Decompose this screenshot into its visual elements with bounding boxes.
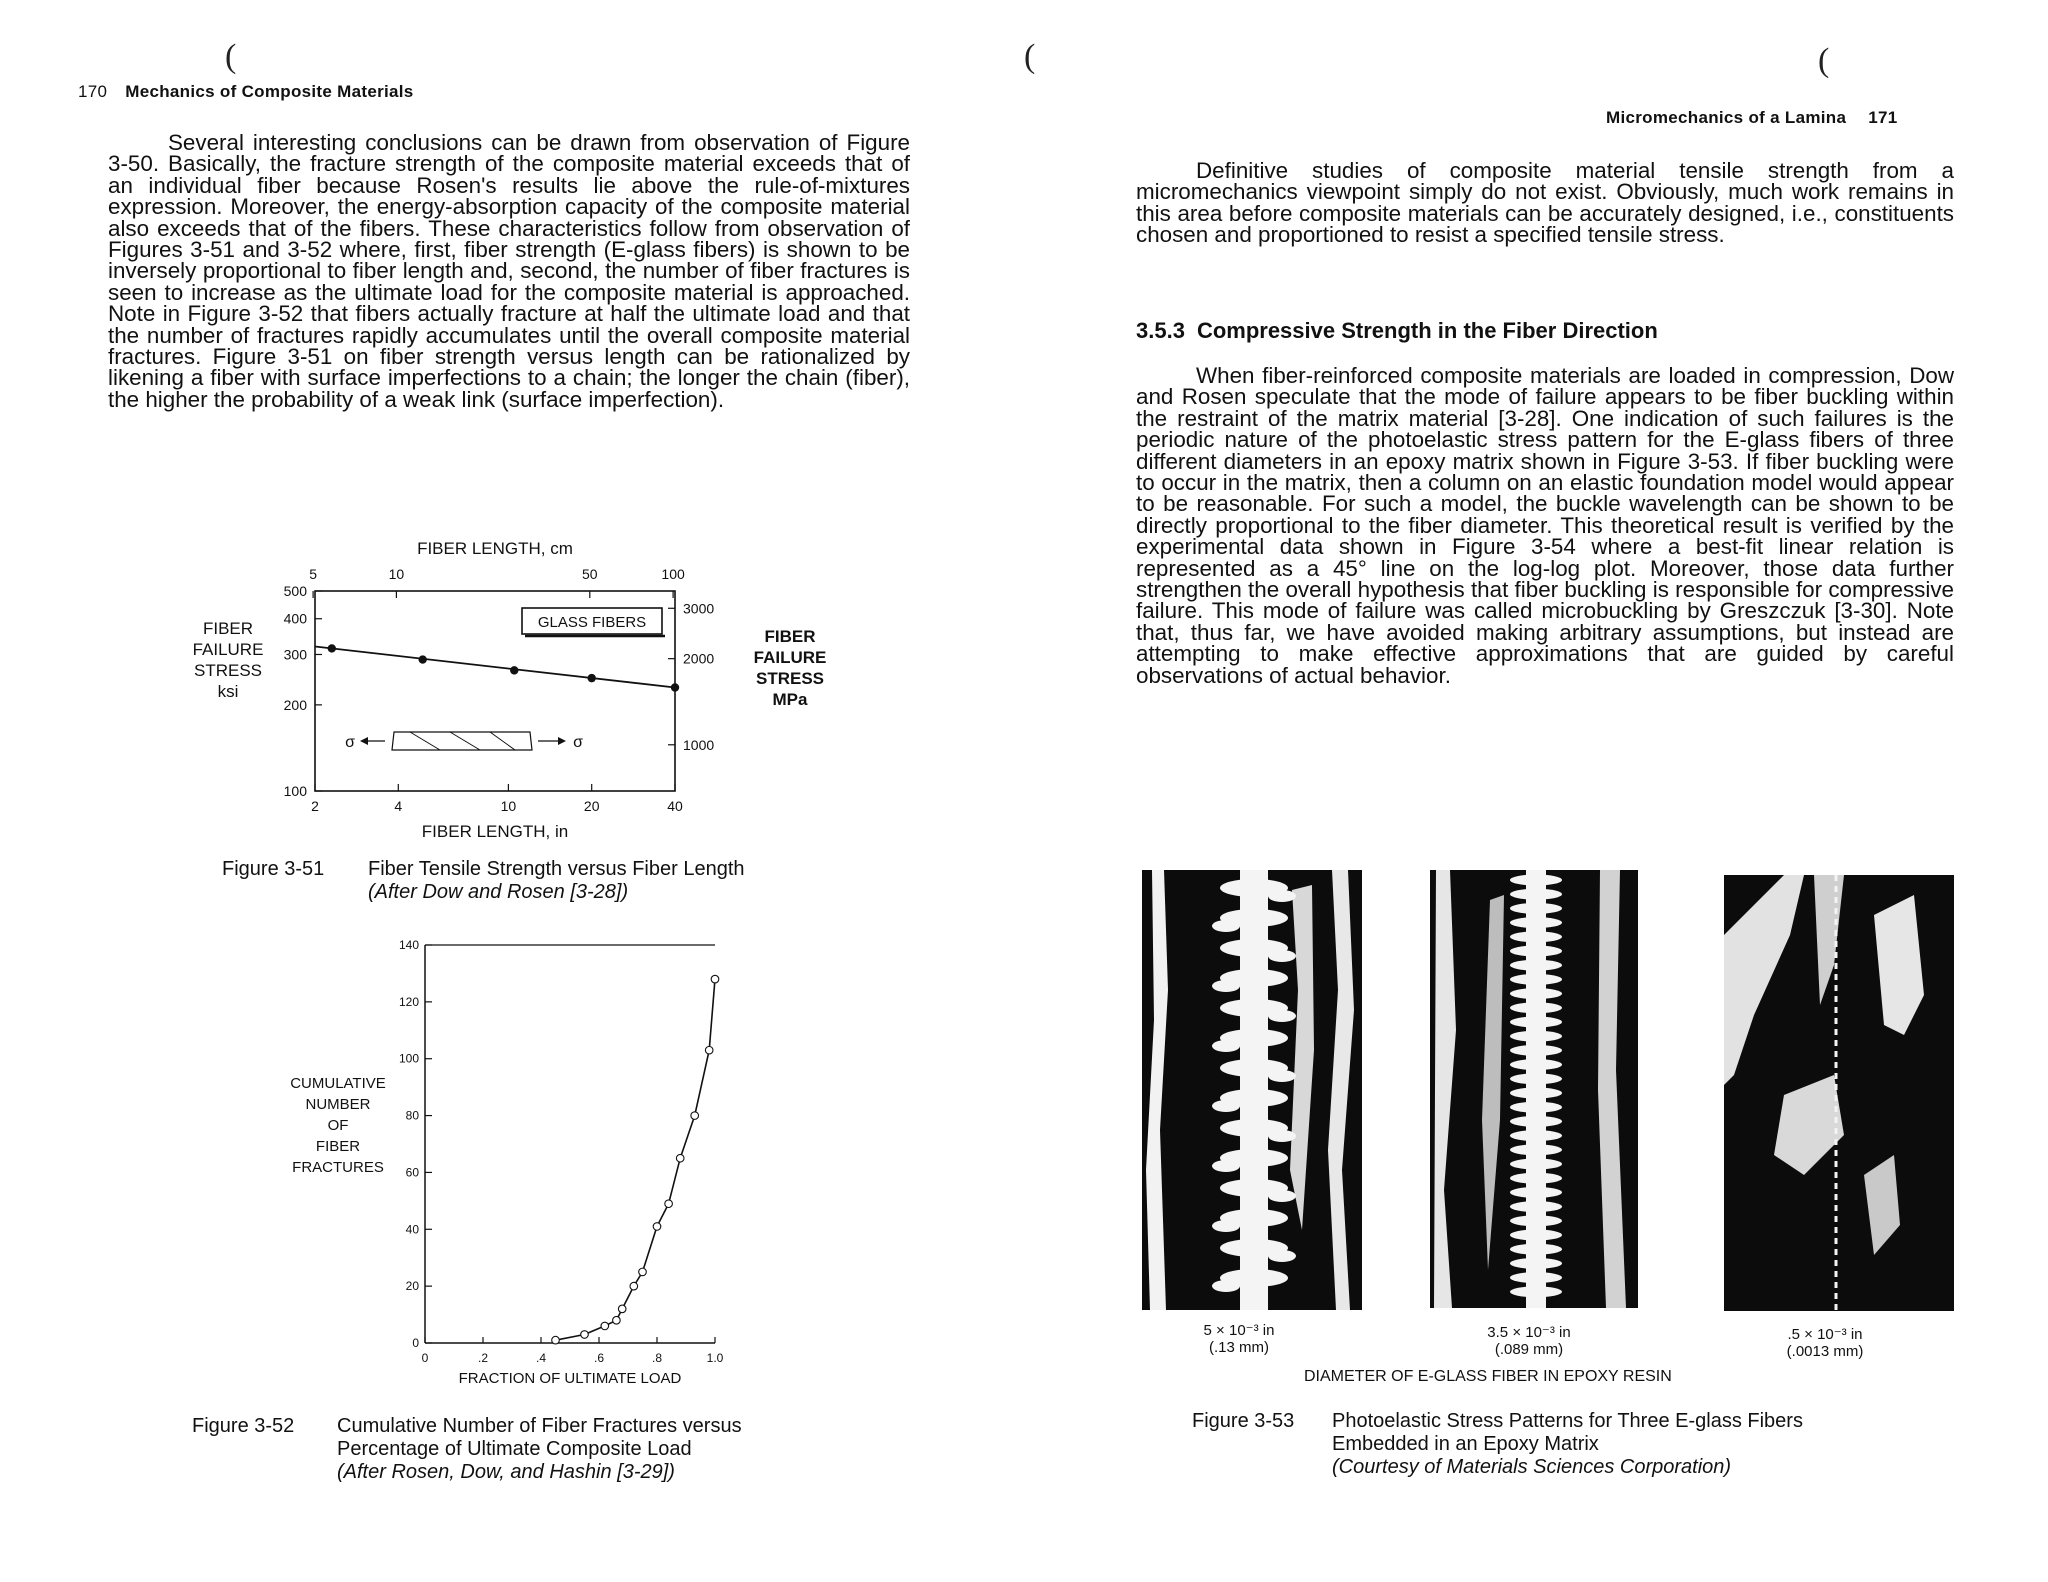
fig352-x-tick-label: .2: [477, 1351, 489, 1365]
right-running-head: [1606, 108, 1897, 128]
fringe-blob: [1268, 1130, 1296, 1142]
fringe-blob: [1510, 1272, 1562, 1283]
fig351-right-tick-label: 2000: [683, 650, 715, 667]
fig351-data-point: [588, 674, 596, 682]
fig352-data-point: [711, 975, 719, 983]
fringe-blob: [1510, 1258, 1562, 1269]
fig352-y-axis-label: NUMBER: [305, 1096, 371, 1113]
panel-1-caption: 5 × 10⁻³ in (.13 mm): [1203, 1322, 1275, 1356]
right-running-title: Micromechanics of a Lamina: [1606, 108, 1847, 127]
fringe-blob: [1510, 1130, 1562, 1141]
fringe-blob: [1268, 890, 1296, 902]
fringe-blob: [1510, 1286, 1562, 1297]
fig351-right-tick-label: 1000: [683, 736, 715, 753]
fringe-blob: [1510, 974, 1562, 985]
fringe-blob: [1268, 1010, 1296, 1022]
fringe-blob: [1510, 1002, 1562, 1013]
fig351-fiber-hatching: [410, 732, 515, 750]
fig352-data-point: [581, 1331, 589, 1339]
fig351-top-tick-label: 100: [661, 566, 685, 582]
fig351-sigma-right: σ: [573, 734, 583, 751]
figure-3-51-label: Figure 3-51: [222, 858, 325, 880]
fig351-arrowhead-left: [360, 737, 368, 745]
fig352-x-tick-label: 1.0: [706, 1351, 724, 1365]
figure-3-53-caption-text: Photoelastic Stress Patterns for Three E-glass Fibers Embedded in an Epoxy Matrix (Courtesy of Materials Sciences Corporation): [1332, 1410, 1803, 1478]
section-number: 3.5.3: [1136, 318, 1185, 343]
fig352-x-tick-label: 0: [421, 1351, 429, 1365]
fringe-blob: [1212, 1280, 1240, 1292]
right-paragraph-1: Definitive studies of composite material tensile strength from a micromechanics viewpoint simply do not exist. Obviously, much work remains in this area before composite materials can be accurately designed, i.e., constituents chosen and proportioned to resist a specified tensile stress.: [1136, 158, 1954, 248]
fig352-y-tick-label: 20: [405, 1279, 419, 1294]
figure-3-51-chart: [180, 536, 860, 848]
fringe-blob: [1268, 950, 1296, 962]
figure-3-52-caption: [192, 1415, 832, 1511]
fig352-y-axis-label: FRACTURES: [292, 1159, 384, 1176]
fringe-blob: [1212, 1100, 1240, 1112]
fig351-left-axis-label: FAILURE: [192, 640, 264, 659]
fringe-blob: [1510, 1173, 1562, 1184]
fig352-y-tick-label: 80: [405, 1108, 419, 1123]
fringe-blob: [1510, 931, 1562, 942]
fig351-left-tick-label: 300: [283, 646, 307, 663]
fig351-legend-label: GLASS FIBERS: [537, 614, 647, 631]
fringe-blob: [1510, 889, 1562, 900]
fig352-x-tick-label: .6: [593, 1351, 605, 1365]
left-running-head: [78, 82, 414, 102]
fig352-y-axis-label: OF: [327, 1117, 349, 1134]
fig351-trend-line: [315, 647, 675, 688]
fringe-blob: [1510, 1144, 1562, 1155]
fig351-right-axis-label: FIBER: [764, 627, 816, 646]
fringe-blob: [1510, 917, 1562, 928]
fig352-data-point: [676, 1154, 684, 1162]
left-running-title: Mechanics of Composite Materials: [125, 82, 414, 101]
figure-3-53-axis-label: DIAMETER OF E-GLASS FIBER IN EPOXY RESIN: [1304, 1368, 1672, 1385]
fringe-blob: [1510, 1215, 1562, 1226]
figure-3-53-label: Figure 3-53: [1192, 1410, 1295, 1432]
section-heading: [1136, 318, 1658, 344]
fringe-blob: [1510, 1244, 1562, 1255]
photoelastic-pattern-medium: [1430, 870, 1638, 1308]
fringe-blob: [1212, 1220, 1240, 1232]
fig352-y-tick-label: 0: [412, 1336, 419, 1350]
right-page-number: 171: [1868, 108, 1898, 127]
fig352-y-tick-label: 140: [398, 938, 419, 952]
fig351-left-tick-label: 100: [283, 783, 307, 799]
fig351-left-axis-label: STRESS: [193, 661, 263, 680]
left-page-number: 170: [78, 82, 108, 101]
fig351-top-tick-label: 10: [388, 566, 405, 582]
fringe-blob: [1510, 960, 1562, 971]
fig351-right-axis-label: MPa: [772, 690, 808, 709]
fringe-blob: [1212, 980, 1240, 992]
fig352-x-tick-label: .4: [535, 1351, 547, 1365]
photo-panel-large-fiber: [1142, 870, 1362, 1310]
fig352-x-tick-label: .8: [651, 1351, 663, 1365]
fringe-blob: [1510, 1230, 1562, 1241]
fig351-left-axis-label: ksi: [217, 682, 239, 701]
fig351-top-axis-label: FIBER LENGTH, cm: [417, 539, 573, 558]
fringe-blob: [1510, 1017, 1562, 1028]
fringe-blob: [1212, 920, 1240, 932]
fig351-arrowhead-right: [558, 737, 566, 745]
fringe-blob: [1510, 1102, 1562, 1113]
photo-panel-medium-fiber: [1430, 870, 1638, 1308]
fig351-left-tick-label: 500: [283, 583, 307, 599]
fig352-data-point: [705, 1046, 713, 1054]
fringe-blob: [1510, 1031, 1562, 1042]
photo-panel-small-fiber: [1724, 875, 1954, 1311]
right-paragraph-2: When fiber-reinforced composite materials are loaded in compression, Dow and Rosen speculate that the mode of failure appears to be fiber buckling within the restraint of the matrix material [3-28]. One indication of such failures is the periodic nature of the photoelastic stress pattern for the E-glass fibers of three different diameters in an epoxy matrix shown in Figure 3-53. If fiber buckling were to occur in the matrix, then a column on an elastic foundation model would appear to be reasonable. For such a model, the buckle wavelength can be shown to be directly proportional to the fiber diameter. This theoretical result is verified by the experimental data shown in Figure 3-54 where a best-fit linear relation is represented as a 45° line on the log-log plot. Moreover, those data further strengthen the overall hypothesis that fiber buckling is responsible for compressive failure. This mode of failure was called microbuckling by Greszczuk [3-30]. Note that, thus far, we have avoided making arbitrary assumptions, but instead are attempting to make effective approximations that are guided by careful observations of actual behavior.: [1136, 363, 1954, 688]
fig351-bottom-tick-label: 20: [583, 798, 600, 814]
fig351-top-tick-label: 50: [582, 566, 598, 582]
figure-3-52-label: Figure 3-52: [192, 1415, 295, 1437]
fig351-data-point: [510, 666, 518, 674]
panel-2-caption: 3.5 × 10⁻³ in (.089 mm): [1487, 1324, 1571, 1358]
fringe-blob: [1510, 903, 1562, 914]
fig352-data-point: [630, 1282, 638, 1290]
fringe-blob: [1510, 1045, 1562, 1056]
fringe-blob: [1510, 1187, 1562, 1198]
fig352-y-tick-label: 120: [398, 994, 419, 1009]
fig352-y-tick-label: 40: [405, 1222, 419, 1237]
fringe-blob: [1510, 1116, 1562, 1127]
fig352-data-point: [691, 1112, 699, 1120]
figure-3-52-chart: [280, 938, 740, 1405]
fringe-blob: [1510, 875, 1562, 886]
fig352-data-point: [653, 1223, 661, 1231]
fig351-sigma-left: σ: [345, 734, 355, 751]
fig351-top-tick-label: 5: [309, 566, 317, 582]
fig351-right-tick-label: 3000: [683, 600, 715, 617]
margin-mark: (: [1818, 42, 1830, 79]
fringe-blob: [1212, 1160, 1240, 1172]
figure-3-51-caption-text: Fiber Tensile Strength versus Fiber Length (After Dow and Rosen [3-28]): [368, 858, 745, 903]
fig352-y-axis-label: CUMULATIVE: [290, 1075, 386, 1092]
figure-3-53-caption: [1192, 1410, 1832, 1506]
fig352-data-point: [613, 1316, 621, 1324]
fig351-bottom-axis-label: FIBER LENGTH, in: [421, 822, 569, 841]
photoelastic-pattern-small: [1724, 875, 1954, 1311]
fig352-x-axis-label: FRACTION OF ULTIMATE LOAD: [458, 1370, 682, 1387]
fig351-data-point: [671, 683, 679, 691]
fringe-blob: [1268, 1190, 1296, 1202]
photoelastic-pattern-large: [1142, 870, 1362, 1310]
fig351-left-tick-label: 200: [283, 696, 307, 713]
margin-mark: (: [1024, 38, 1036, 75]
fig351-right-axis-label: FAILURE: [753, 648, 827, 667]
section-title: Compressive Strength in the Fiber Direction: [1196, 318, 1658, 343]
figure-3-51-caption: [222, 858, 842, 930]
fringe-blob: [1510, 988, 1562, 999]
fringe-blob: [1268, 1070, 1296, 1082]
fringe-blob: [1510, 1201, 1562, 1212]
fringe-blob: [1510, 1073, 1562, 1084]
right-page: [1024, 0, 2048, 1582]
fringe-blob: [1510, 946, 1562, 957]
fig351-bottom-tick-label: 10: [500, 798, 517, 814]
fig352-data-point: [665, 1200, 673, 1208]
fig351-left-tick-label: 400: [283, 610, 307, 627]
figure-3-52-caption-text: Cumulative Number of Fiber Fractures versus Percentage of Ultimate Composite Load (After Rosen, Dow, and Hashin [3-29]): [337, 1415, 742, 1483]
fringe-blob: [1510, 1088, 1562, 1099]
fig352-y-axis-label: FIBER: [315, 1138, 361, 1155]
fringe-blob: [1510, 1159, 1562, 1170]
fig352-data-point: [639, 1268, 647, 1276]
left-paragraph: Several interesting conclusions can be drawn from observation of Figure 3-50. Basically, the fracture strength of the composite material exceeds that of an individual fiber because Rosen's results lie above the rule-of-mixtures expression. Moreover, the energy-absorption capacity of the composite material also exceeds that of the fibers. These characteristics follow from observation of Figures 3-51 and 3-52 where, first, fiber strength (E-glass fibers) is shown to be inversely proportional to fiber length and, second, the number of fiber fractures is seen to increase as the ultimate load for the composite material is approached. Note in Figure 3-52 that fibers actually fracture at half the ultimate load and that the number of fractures rapidly accumulates until the overall composite material fractures. Figure 3-51 on fiber strength versus length can be rationalized by likening a fiber with surface imperfections to a chain; the longer the chain (fiber), the higher the probability of a weak link (surface imperfection).: [108, 130, 910, 412]
fig352-y-tick-label: 60: [405, 1165, 419, 1180]
fig351-left-axis-label: FIBER: [202, 619, 254, 638]
fig351-bottom-tick-label: 4: [394, 798, 403, 814]
fig351-bottom-tick-label: 2: [311, 798, 319, 814]
fig351-data-point: [328, 644, 336, 652]
fig351-data-point: [418, 655, 426, 663]
fringe-blob: [1212, 1040, 1240, 1052]
fig352-data-point: [601, 1322, 609, 1330]
panel-3-caption: .5 × 10⁻³ in (.0013 mm): [1786, 1326, 1864, 1360]
fringe-blob: [1510, 1059, 1562, 1070]
fig351-bottom-tick-label: 40: [667, 798, 683, 814]
fig352-y-tick-label: 100: [398, 1051, 419, 1066]
margin-mark: (: [225, 38, 237, 75]
fig351-right-axis-label: STRESS: [755, 669, 825, 688]
fig352-data-point: [552, 1336, 560, 1344]
fig352-data-point: [618, 1305, 626, 1313]
fringe-blob: [1268, 1250, 1296, 1262]
